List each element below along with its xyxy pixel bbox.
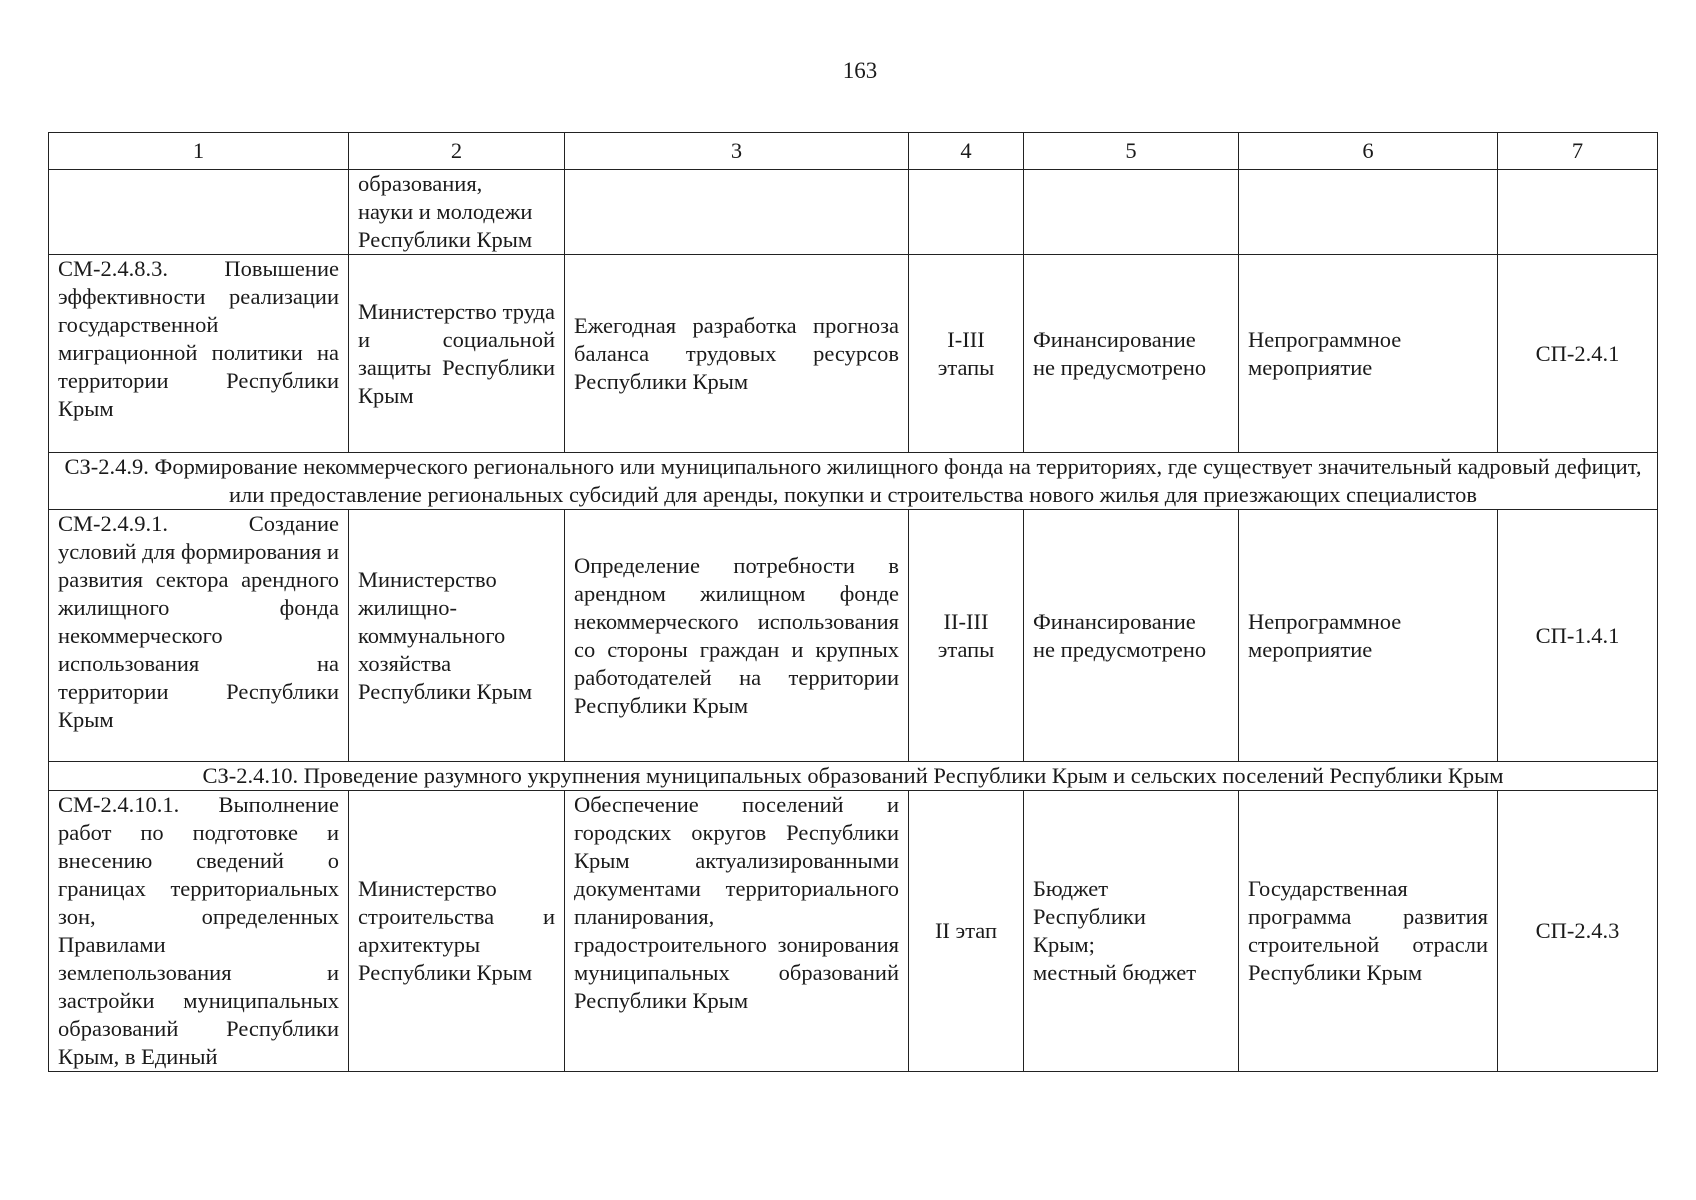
cell-funding: Финансирование не предусмотрено [1024, 255, 1239, 453]
table-row-continued [49, 170, 1658, 255]
cell-measure: СМ-2.4.8.3. Повышение эффективности реализации государственной миграционной политики на территории Республики Крым [49, 255, 349, 453]
cell-program: Непрограммное мероприятие [1239, 255, 1498, 453]
table-row [49, 510, 1658, 762]
cell-link: СП-1.4.1 [1498, 510, 1658, 762]
cell-funding [1024, 170, 1239, 255]
cell-funding: Бюджет Республики Крым; местный бюджет [1024, 791, 1239, 1072]
cell-link: СП-2.4.3 [1498, 791, 1658, 1072]
column-header: 6 [1239, 133, 1498, 170]
cell-stage: I-III этапы [909, 255, 1024, 453]
cell-result: Определение потребности в арендном жилищном фонде некоммерческого использования со стороны граждан и крупных работодателей на территории Республики Крым [565, 510, 909, 762]
table-row [49, 791, 1658, 1072]
section-heading: СЗ-2.4.10. Проведение разумного укрупнения муниципальных образований Республики Крым и сельских поселений Республики Крым [49, 762, 1658, 791]
cell-result: Обеспечение поселений и городских округов Республики Крым актуализированными документами территориального планирования, градостроительного зонирования муниципальных образований Республики Крым [565, 791, 909, 1072]
column-header: 5 [1024, 133, 1239, 170]
column-header: 3 [565, 133, 909, 170]
cell-responsible: Министерство жилищно- коммунального хозяйства Республики Крым [349, 510, 565, 762]
cell-measure: СМ-2.4.10.1. Выполнение работ по подготовке и внесению сведений о границах территориальных зон, определенных Правилами землепользования и застройки муниципальных образований Республики Крым, в Единый [49, 791, 349, 1072]
cell-program [1239, 170, 1498, 255]
cell-measure: СМ-2.4.9.1. Создание условий для формирования и развития сектора арендного жилищного фонда некоммерческого использования на территории Республики Крым [49, 510, 349, 762]
cell-measure [49, 170, 349, 255]
cell-stage [909, 170, 1024, 255]
cell-responsible: Министерство строительства и архитектуры Республики Крым [349, 791, 565, 1072]
table-header-row [49, 133, 1658, 170]
section-heading: СЗ-2.4.9. Формирование некоммерческого регионального или муниципального жилищного фонда на территориях, где существует значительный кадровый дефицит, или предоставление региональных субсидий для аренды, покупки и строительства нового жилья для приезжающих специалистов [49, 453, 1658, 510]
cell-program: Государственная программа развития строительной отрасли Республики Крым [1239, 791, 1498, 1072]
cell-program: Непрограммное мероприятие [1239, 510, 1498, 762]
cell-result: Ежегодная разработка прогноза баланса трудовых ресурсов Республики Крым [565, 255, 909, 453]
table-row [49, 255, 1658, 453]
cell-link: СП-2.4.1 [1498, 255, 1658, 453]
column-header: 7 [1498, 133, 1658, 170]
column-header: 4 [909, 133, 1024, 170]
section-heading-row [49, 762, 1658, 791]
column-header: 1 [49, 133, 349, 170]
cell-stage: II этап [909, 791, 1024, 1072]
cell-responsible: Министерство труда и социальной защиты Республики Крым [349, 255, 565, 453]
page-number: 163 [842, 58, 878, 83]
cell-stage: II-III этапы [909, 510, 1024, 762]
cell-link [1498, 170, 1658, 255]
cell-responsible: образования, науки и молодежи Республики Крым [349, 170, 565, 255]
section-heading-row [49, 453, 1658, 510]
measures-table [48, 132, 1658, 1072]
column-header: 2 [349, 133, 565, 170]
cell-funding: Финансирование не предусмотрено [1024, 510, 1239, 762]
cell-result [565, 170, 909, 255]
